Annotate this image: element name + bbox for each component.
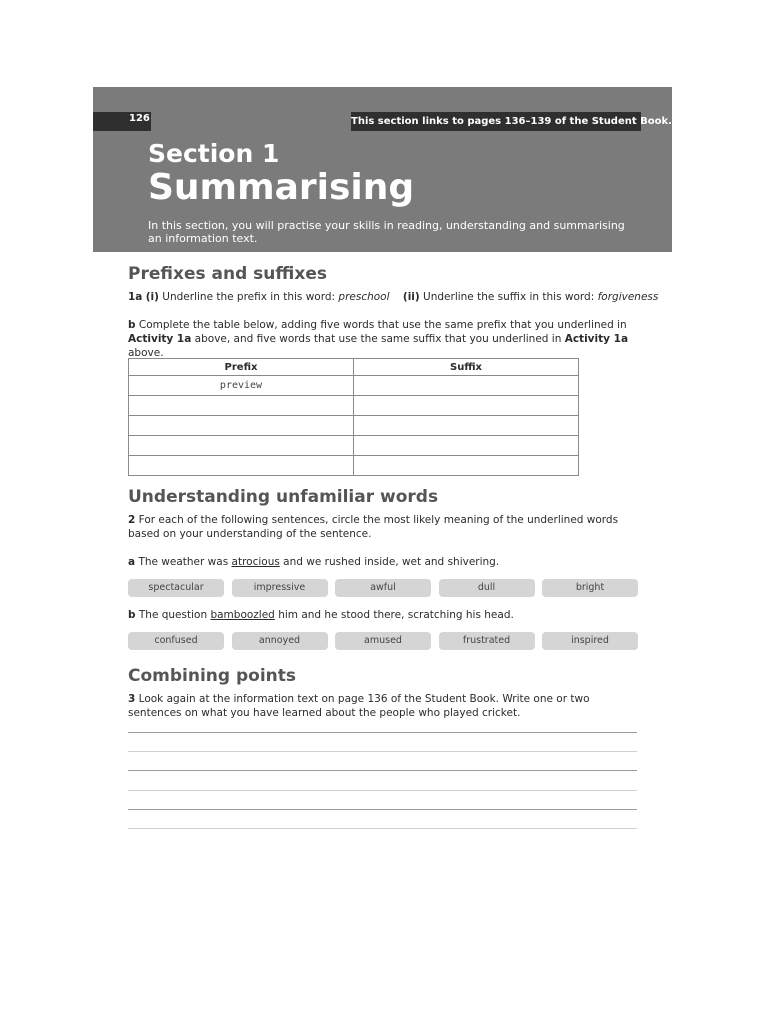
part-label: b — [128, 609, 136, 621]
prefix-cell[interactable] — [129, 416, 354, 436]
table-row — [129, 456, 579, 476]
option-pill[interactable]: impressive — [232, 579, 328, 597]
prefix-suffix-table — [128, 358, 579, 476]
question-number: 2 — [128, 514, 136, 526]
answer-line[interactable] — [128, 751, 637, 752]
question-text: Complete the table below, adding five words that use the same prefix that you underlined in — [138, 319, 627, 331]
prefix-cell[interactable] — [129, 456, 354, 476]
question-text: Underline the suffix in this word: — [423, 291, 595, 303]
prefix-cell[interactable] — [129, 396, 354, 416]
question-text: above, and five words that use the same suffix that you underlined in — [194, 333, 562, 345]
option-pill[interactable]: dull — [439, 579, 535, 597]
column-header-suffix: Suffix — [354, 359, 579, 376]
page-number: 126 — [129, 113, 150, 124]
answer-line[interactable] — [128, 809, 637, 810]
section-header — [93, 87, 672, 252]
part-label: (ii) — [402, 291, 420, 303]
question-2b — [128, 608, 638, 622]
heading-prefixes-suffixes: Prefixes and suffixes — [128, 264, 327, 284]
sentence-text: him and he stood there, scratching his head. — [278, 609, 514, 621]
heading-unfamiliar-words: Understanding unfamiliar words — [128, 487, 439, 507]
table-row — [129, 376, 579, 396]
section-intro: In this section, you will practise your skills in reading, understanding and summarising an information text. — [148, 219, 625, 245]
question-2a — [128, 555, 638, 569]
question-text: Underline the prefix in this word: — [162, 291, 336, 303]
part-label: a — [128, 556, 136, 568]
question-text: Look again at the information text on page 136 of the Student Book. Write one or two sentences on what you have learned about the people who played cricket. — [128, 693, 590, 719]
question-1b — [128, 318, 638, 360]
student-book-links-badge: This section links to pages 136–139 of the Student Book. — [351, 112, 641, 131]
target-word[interactable]: preschool — [338, 291, 390, 303]
target-word[interactable]: forgiveness — [597, 291, 659, 303]
option-pill[interactable]: annoyed — [232, 632, 328, 650]
option-pill[interactable]: spectacular — [128, 579, 224, 597]
option-pill[interactable]: inspired — [542, 632, 638, 650]
table-header-row — [129, 359, 579, 376]
section-label: Section 1 — [148, 139, 280, 168]
option-pill[interactable]: confused — [128, 632, 224, 650]
option-pill[interactable]: bright — [542, 579, 638, 597]
question-text: For each of the following sentences, circle the most likely meaning of the underlined words based on your understanding of the sentence. — [128, 514, 619, 540]
page-title: Summarising — [148, 167, 415, 208]
part-label: b — [128, 319, 136, 331]
answer-line[interactable] — [128, 732, 637, 733]
option-pill[interactable]: awful — [335, 579, 431, 597]
activity-ref: Activity 1a — [564, 333, 629, 345]
activity-ref: Activity 1a — [128, 333, 192, 345]
options-2a — [128, 579, 638, 597]
suffix-cell[interactable] — [354, 456, 579, 476]
answer-line[interactable] — [128, 828, 637, 829]
question-text: above. — [128, 347, 164, 359]
sentence-text: The weather was — [138, 556, 229, 568]
sentence-text: The question — [138, 609, 208, 621]
suffix-cell[interactable] — [354, 436, 579, 456]
underlined-word: bamboozled — [210, 609, 275, 621]
options-2b — [128, 632, 638, 650]
sentence-text: and we rushed inside, wet and shivering. — [283, 556, 500, 568]
answer-line[interactable] — [128, 790, 637, 791]
answer-line[interactable] — [128, 770, 637, 771]
question-2 — [128, 513, 638, 541]
part-label: (i) — [145, 291, 159, 303]
underlined-word: atrocious — [231, 556, 280, 568]
question-3 — [128, 692, 638, 720]
prefix-cell[interactable]: preview — [129, 376, 354, 396]
column-header-prefix: Prefix — [129, 359, 354, 376]
heading-combining-points: Combining points — [128, 666, 297, 686]
question-number: 1a — [128, 291, 143, 303]
table-row — [129, 416, 579, 436]
option-pill[interactable]: amused — [335, 632, 431, 650]
suffix-cell[interactable] — [354, 396, 579, 416]
option-pill[interactable]: frustrated — [439, 632, 535, 650]
prefix-cell[interactable] — [129, 436, 354, 456]
suffix-cell[interactable] — [354, 376, 579, 396]
suffix-cell[interactable] — [354, 416, 579, 436]
table-row — [129, 436, 579, 456]
question-1a — [128, 290, 659, 304]
question-number: 3 — [128, 693, 136, 705]
table-row — [129, 396, 579, 416]
